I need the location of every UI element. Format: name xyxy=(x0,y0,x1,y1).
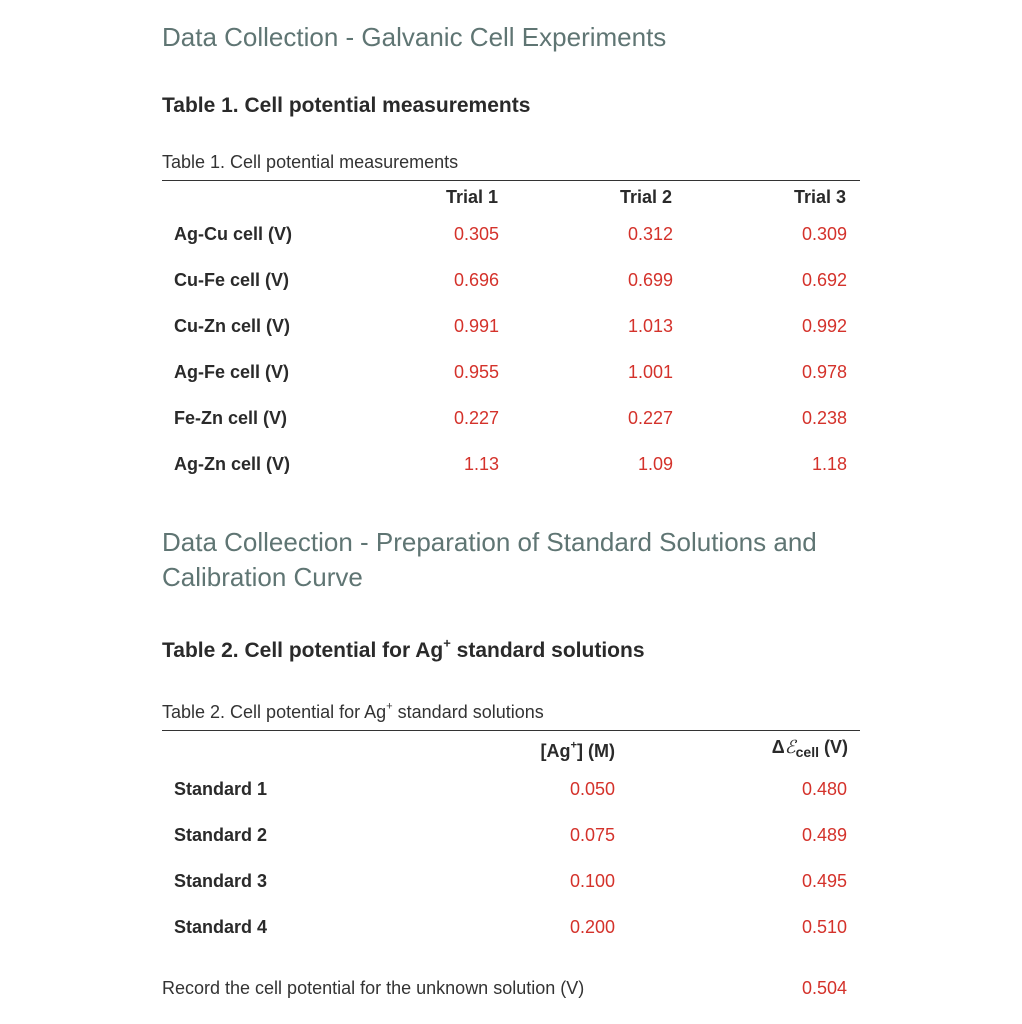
table-cell: 0.699 xyxy=(627,270,673,290)
row-label: Fe-Zn cell (V) xyxy=(174,408,288,428)
table1-caption: Table 1. Cell potential measurements xyxy=(162,152,459,172)
table-cell: 0.955 xyxy=(453,362,499,382)
table-cell: 1.18 xyxy=(811,454,847,474)
table-cell: 0.696 xyxy=(453,270,499,290)
row-label: Standard 2 xyxy=(174,825,268,845)
table-cell: 0.992 xyxy=(801,316,847,336)
table-cell: 0.480 xyxy=(801,779,847,799)
table-cell: 0.978 xyxy=(801,362,847,382)
table-cell: 0.489 xyxy=(801,825,847,845)
table-cell: 0.050 xyxy=(569,779,615,799)
table-cell: 1.001 xyxy=(627,362,673,382)
table1-top-rule xyxy=(162,180,860,181)
table-cell: 0.692 xyxy=(801,270,847,290)
table-cell: 0.100 xyxy=(569,871,615,891)
table2-col-concentration: [Ag+] (M) xyxy=(540,739,615,761)
table1-heading: Table 1. Cell potential measurements xyxy=(162,94,531,117)
table-cell: 1.09 xyxy=(637,454,673,474)
unknown-solution-value[interactable]: 0.504 xyxy=(801,978,847,998)
table-cell: 0.227 xyxy=(453,408,499,428)
table-cell: 0.227 xyxy=(627,408,673,428)
table-cell: 1.013 xyxy=(627,316,673,336)
row-label: Standard 4 xyxy=(174,917,268,937)
unknown-solution-prompt: Record the cell potential for the unknown solution (V) xyxy=(162,978,585,998)
table-cell: 0.305 xyxy=(453,224,499,244)
row-label: Ag-Cu cell (V) xyxy=(174,224,293,244)
table-cell: 0.991 xyxy=(453,316,499,336)
table2-heading: Table 2. Cell potential for Ag+ standard solutions xyxy=(162,635,645,662)
table-cell: 0.309 xyxy=(801,224,847,244)
table-cell: 0.075 xyxy=(569,825,615,845)
table-cell: 0.495 xyxy=(801,871,847,891)
table-cell: 0.238 xyxy=(801,408,847,428)
row-label: Cu-Fe cell (V) xyxy=(174,270,290,290)
section-title-standard-solutions: Data Colleection - Preparation of Standard Solutions and Calibration Curve xyxy=(162,527,817,592)
table-cell: 0.200 xyxy=(569,917,615,937)
row-label: Standard 3 xyxy=(174,871,268,891)
row-label: Standard 1 xyxy=(174,779,268,799)
table-cell: 0.312 xyxy=(627,224,673,244)
row-label: Ag-Zn cell (V) xyxy=(174,454,290,474)
row-label: Cu-Zn cell (V) xyxy=(174,316,290,336)
table2-caption: Table 2. Cell potential for Ag+ standard solutions xyxy=(162,700,544,722)
table-cell: 0.510 xyxy=(801,917,847,937)
section-title-galvanic: Data Collection - Galvanic Cell Experiments xyxy=(162,22,667,52)
table-cell: 1.13 xyxy=(463,454,499,474)
table1-col-trial-2: Trial 2 xyxy=(619,187,672,207)
table2-top-rule xyxy=(162,730,860,731)
table1-col-trial-1: Trial 1 xyxy=(445,187,498,207)
table1-col-trial-3: Trial 3 xyxy=(793,187,846,207)
table2-col-cell-potential: Δℰ$_{cell}$ (V) xyxy=(771,737,848,761)
row-label: Ag-Fe cell (V) xyxy=(174,362,290,382)
